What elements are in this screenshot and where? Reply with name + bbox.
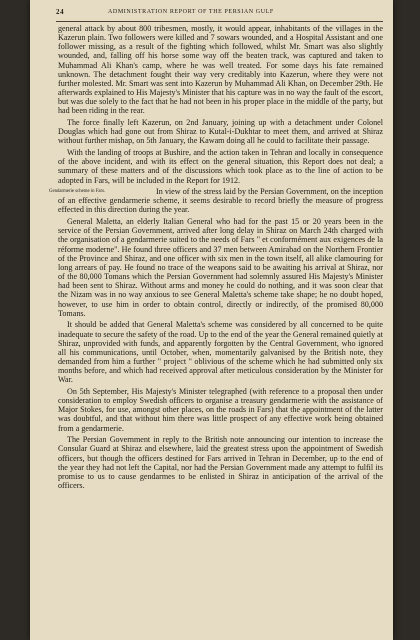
book-page xyxy=(30,0,393,640)
page-header xyxy=(56,8,386,20)
paragraph: The Persian Government in reply to the British note announcing our intention to increase the Consular Guard at Shiraz and elsewhere, laid the greatest stress upon the appointment of Swedish officers, but though the officers destined for Fars arrived in Tehran in December, up to the end of the year they had not left the Capital, nor had the Persian Government made any attempt to fulfil its promise to us to cause gendarmes to be enlisted in Shiraz in anticipation of the arrival of the officers. xyxy=(58,435,383,490)
paragraph: On 5th September, His Majesty's Minister telegraphed (with reference to a proposal then under consideration to employ Swedish officers to organise a treasury gendarmerie with the assistance of Major Stokes, for use, amongst other places, on the roads in Fars) that the appointment of the latter was doubtful, and that without him there was little prospect of any effective work being obtained from a gendarmerie. xyxy=(58,386,383,433)
paragraph: It should be added that General Maletta's scheme was considered by all concerned to be quite inadequate to secure the safety of the road. Up to the end of the year the General remained quietly at Shiraz, unprovided with funds, and apparently forgotten by the Central Government, who ignored all his communications, until October, when, momentarily galvanised by the British note, they demanded from him a further " project " oblivious of the scheme which he had submitted only six months before, and which had received approval after meticulous consideration by the Minister for War. xyxy=(58,320,383,385)
running-title: ADMINISTRATION REPORT OF THE PERSIAN GULF xyxy=(108,9,274,15)
margin-note: Gendarmerie scheme in Fars. xyxy=(49,189,106,195)
page-number: 24 xyxy=(56,8,65,16)
paragraph: General Maletta, an elderly Italian General who had for the past 15 or 20 years been in the service of the Persian Government, arrived after long delay in Shiraz on March 24th charged with the organisation of a gendarmerie suited to the needs of Fars " et conformément aux exigences de la réforme moderne". He found three officers and 37 men between Amirabad on the Northern Frontier of the Province and Shiraz, and one officer with six men in the town itself, all alike clamouring for long arrears of pay. He found no trace of the weapons said to be awaiting his arrival at Shiraz, nor of the 80,000 Tomans which the Persian Government had solemnly assured His Majesty's Minister had been sent to Shiraz. Without arms and money he could do nothing, and it was soon clear that the Nizam was in no way anxious to see General Maletta's scheme take shape; he no doubt hoped, however, to use him in order to obtain control, directly or indirectly, of the promised 80,000 Tomans. xyxy=(58,217,383,318)
paragraph: With the landing of troops at Bushire, and the action taken in Tehran and locally in consequence of the above incident, and with its effect on the general situation, this Report does not deal; a summary of these matters and of the discussions which took place as to the line of action to be adopted in Fars, will be included in the Report for 1912. xyxy=(58,148,383,185)
paragraph-with-sidenote xyxy=(49,187,383,215)
paragraph: general attack by about 800 tribesmen, mostly, it would appear, inhabitants of the villages in the Kazerun plain. Two followers were killed and 7 sowars wounded, and a Hospital Assistant and one follower missing, as a result of the fighting which followed, whilst Mr. Smart was also slightly wounded, and, falling off his horse some way off the beaten track, was captured and taken to Muhammad Ali Khan's camp, where he was well treated. For some days his fate remained unknown. The detachment fought their way very creditably into Kazerun, where they were not further molested. Mr. Smart was sent into Kazerun by Muhammad Ali Khan, on December 29th. He afterwards explained to His Majesty's Minister that his capture was in no way the fault of the escort, but was due solely to the fact that he had not been in his proper place in the middle of the party, but had been riding in the rear. xyxy=(58,24,383,116)
paragraph: The force finally left Kazerun, on 2nd January, joining up with a detachment under Colonel Douglas which had gone out from Shiraz to Kutal-i-Dukhtar to meet them, and arrived at Shiraz without further mishap, on 5th January, the Kawam doing all he could to facilitate their passage. xyxy=(58,118,383,146)
header-rule xyxy=(56,21,383,22)
paragraph-text: In view of the stress laid by the Persian Government, on the inception of an effective gendarmerie scheme, it seems desirable to record briefly the measure of progress effected in this direction during the year. xyxy=(58,187,383,215)
report-body xyxy=(49,24,383,493)
